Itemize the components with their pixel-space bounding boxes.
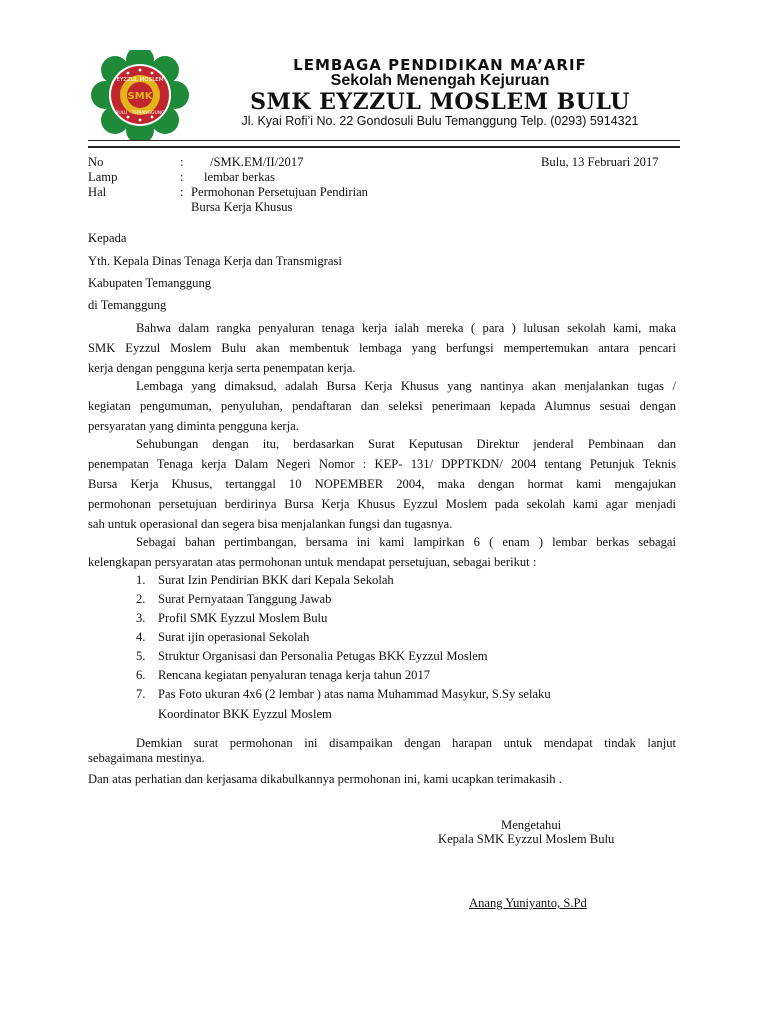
school-logo — [88, 50, 192, 140]
lamp-label: Lamp — [88, 170, 118, 184]
no-colon: : — [180, 155, 184, 169]
header-school-name: SMK EYZZUL MOSLEM BULU — [250, 89, 630, 115]
hal-label: Hal — [88, 185, 107, 199]
no-label: No — [88, 155, 104, 169]
list-item-number: 5. — [136, 649, 146, 663]
paragraph-3 — [88, 434, 676, 534]
list-item: Profil SMK Eyzzul Moslem Bulu — [158, 611, 328, 625]
signature-name: Anang Yuniyanto, S.Pd — [469, 896, 587, 910]
paragraph-3-line: permohonan persetujuan berdirinya Bursa Kerja Khusus Eyzzul Moslem pada sekolah kami agar menjadi — [88, 497, 676, 511]
paragraph-3-line: Sehubungan dengan itu, berdasarkan Surat Keputusan Direktur jenderal Pembinaan dan — [136, 437, 676, 451]
logo-center-text: SMK — [127, 91, 153, 102]
header-address: Jl. Kyai Rofi’i No. 22 Gondosuli Bulu Temanggung Telp. (0293) 5914321 — [241, 114, 639, 128]
recipient-kabupaten: Kabupaten Temanggung — [88, 276, 212, 290]
paragraph-2-line: Lembaga yang dimaksud, adalah Bursa Kerja Khusus yang nantinya akan menjalankan tugas / — [136, 379, 676, 393]
list-item: Surat Izin Pendirian BKK dari Kepala Sekolah — [158, 573, 394, 587]
paragraph-4 — [88, 532, 676, 572]
hal-colon: : — [180, 185, 184, 199]
hal-value-line-1: Permohonan Persetujuan Pendirian — [191, 185, 368, 199]
closing-paragraph-1 — [88, 736, 676, 766]
list-item: Rencana kegiatan penyaluran tenaga kerja tahun 2017 — [158, 668, 431, 682]
header-divider-thick — [88, 146, 680, 148]
paragraph-1-line: SMK Eyzzul Moslem Bulu akan membentuk lembaga yang berfungsi mempertemukan antara pencari — [88, 341, 676, 355]
list-item-number: 6. — [136, 668, 146, 682]
closing-line: sebagaimana mestinya. — [88, 751, 205, 765]
paragraph-4-line: kelengkapan persyaratan atas permohonan untuk mendapat persetujuan, sebagai berikut : — [88, 555, 537, 569]
paragraph-1-line: kerja dengan pengguna kerja serta penempatan kerja. — [88, 361, 356, 375]
header-divider-thin — [88, 140, 680, 141]
logo-ring-top-text: EYZZUL MOSLEM — [116, 77, 164, 83]
lamp-colon: : — [180, 170, 184, 184]
signature-title: Kepala SMK Eyzzul Moslem Bulu — [438, 832, 615, 846]
paragraph-2 — [88, 376, 676, 436]
paragraph-2-line: kegiatan pengumuman, penyuluhan, pendaftaran dan seleksi penerimaan kepada Alumnus sesuai dengan — [88, 399, 676, 413]
lamp-value: lembar berkas — [204, 170, 275, 184]
list-item: Surat Pernyataan Tanggung Jawab — [158, 592, 332, 606]
closing-line: Demkian surat permohonan ini disampaikan dengan harapan untuk mendapat tindak lanjut — [136, 736, 676, 750]
hal-value-line-2: Bursa Kerja Khusus — [191, 200, 293, 214]
header-line-2: Sekolah Menengah Kejuruan — [330, 72, 550, 89]
paragraph-3-line: Bursa Kerja Khusus, tertanggal 10 NOPEMBER 2004, maka dengan hormat kami mengajukan — [88, 477, 676, 491]
paragraph-2-line: persyaratan yang diminta pengguna kerja. — [88, 419, 299, 433]
recipient-yth: Yth. Kepala Dinas Tenaga Kerja dan Transmigrasi — [88, 254, 342, 268]
list-item-number: 1. — [136, 573, 146, 587]
paragraph-4-line: Sebagai bahan pertimbangan, bersama ini kami lampirkan 6 ( enam ) lembar berkas sebagai — [136, 535, 676, 549]
list-item-number: 2. — [136, 592, 146, 606]
list-item: Surat ijin operasional Sekolah — [158, 630, 310, 644]
header-line-1: LEMBAGA PENDIDIKAN MA’ARIF — [293, 56, 587, 74]
letter-date: Bulu, 13 Februari 2017 — [541, 155, 659, 169]
list-item-continuation: Koordinator BKK Eyzzul Moslem — [158, 707, 332, 721]
recipient-kepada: Kepada — [88, 231, 127, 245]
no-value: /SMK.EM/II/2017 — [210, 155, 304, 169]
list-item: Struktur Organisasi dan Personalia Petugas BKK Eyzzul Moslem — [158, 649, 488, 663]
list-item-number: 7. — [136, 687, 146, 701]
list-item-number: 4. — [136, 630, 146, 644]
logo-ring-bottom-text: BULU · TEMANGGUNG — [115, 111, 165, 116]
paragraph-1-line: Bahwa dalam rangka penyaluran tenaga kerja ialah mereka ( para ) lulusan sekolah kami, maka — [136, 321, 676, 335]
paragraph-3-line: penempatan Tenaga kerja Dalam Negeri Nomor : KEP- 131/ DPPTKDN/ 2004 tentang Petunjuk Teknis — [88, 457, 676, 471]
signature-mengetahui: Mengetahui — [501, 818, 562, 832]
paragraph-3-line: sah untuk operasional dan segera bisa menjalankan fungsi dan tugasnya. — [88, 517, 453, 531]
closing-paragraph-2: Dan atas perhatian dan kerjasama dikabulkannya permohonan ini, kami ucapkan terimakasih . — [88, 772, 562, 786]
list-item: Pas Foto ukuran 4x6 (2 lembar ) atas nama Muhammad Masykur, S.Sy selaku — [158, 687, 551, 701]
recipient-di: di Temanggung — [88, 298, 167, 312]
paragraph-1 — [88, 318, 676, 378]
list-item-number: 3. — [136, 611, 146, 625]
